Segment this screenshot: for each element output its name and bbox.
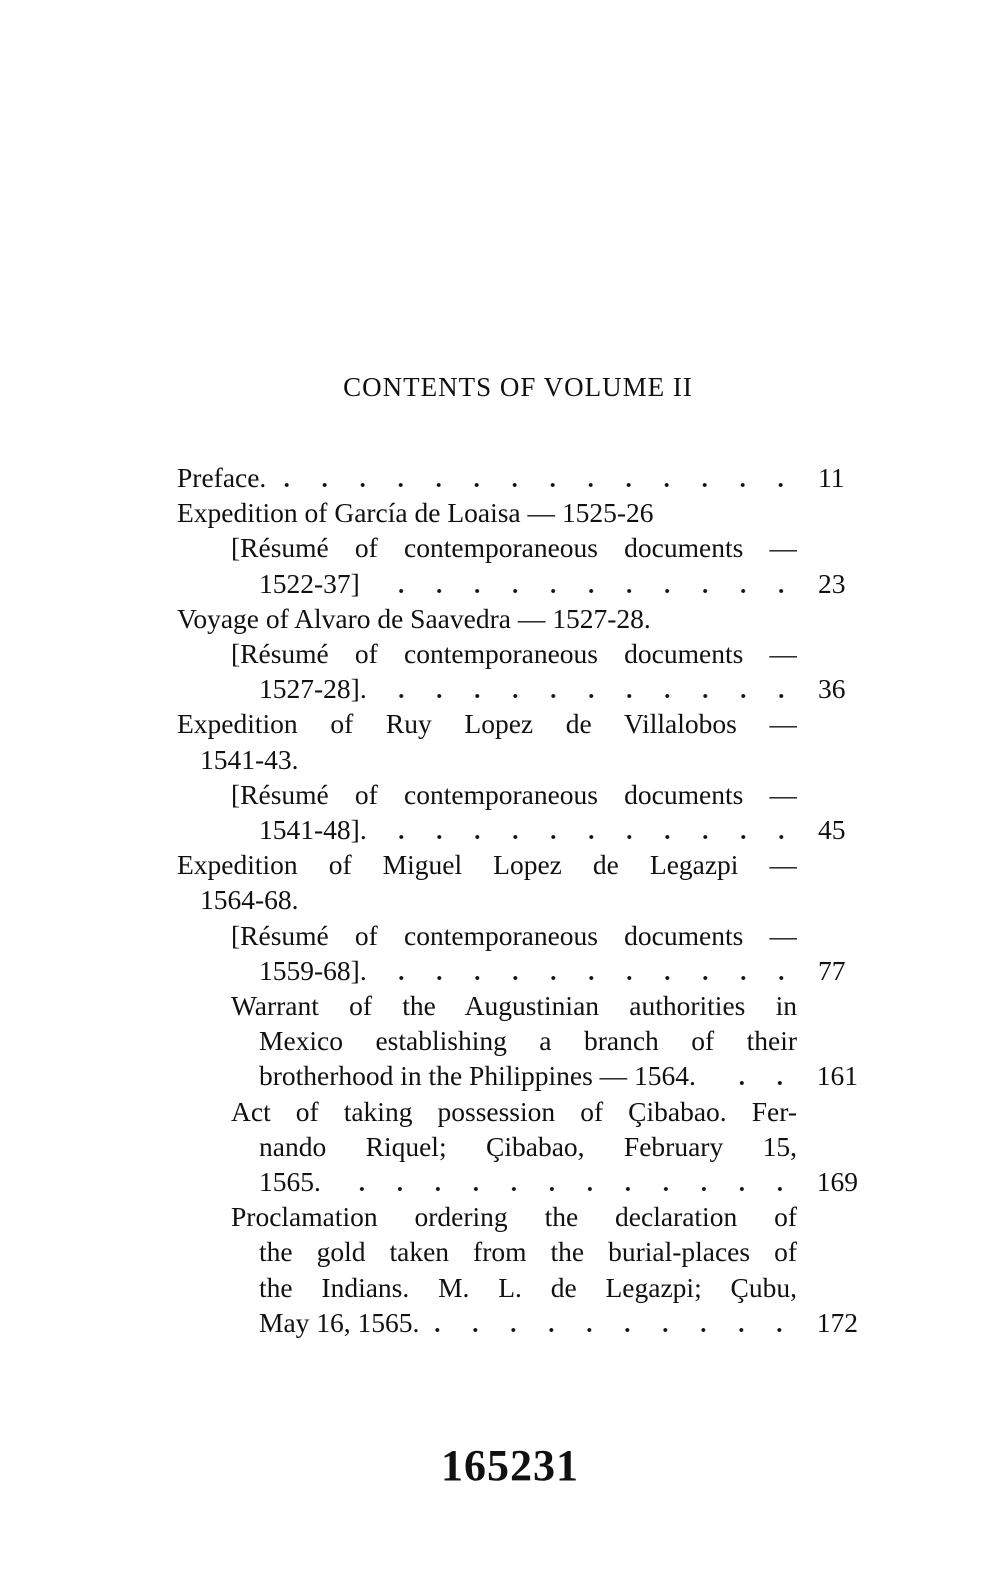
page-number: 36 bbox=[818, 673, 846, 705]
toc-line bbox=[259, 567, 858, 601]
dot-leader bbox=[431, 1326, 798, 1334]
dot-leader bbox=[379, 833, 800, 841]
toc-line: Expedition of García de Loaisa — 1525-26 bbox=[177, 497, 654, 529]
toc-line: the gold taken from the burial-places of bbox=[259, 1236, 797, 1268]
toc-entry-text: brotherhood in the Philippines — 1564. bbox=[259, 1060, 696, 1092]
toc-line: [Résumé of contemporaneous documents — bbox=[231, 638, 797, 669]
toc-line: 1564-68. bbox=[200, 884, 299, 916]
page-number: 77 bbox=[818, 954, 846, 986]
dot-leader bbox=[379, 974, 800, 982]
page-number: 161 bbox=[816, 1060, 858, 1092]
page-title: CONTENTS OF VOLUME II bbox=[343, 372, 693, 402]
toc-entry-text: May 16, 1565. bbox=[259, 1306, 420, 1338]
toc-line: nando Riquel; Çibabao, February 15, bbox=[259, 1130, 797, 1162]
toc-line bbox=[259, 1059, 858, 1093]
toc-entry-text: 1541-48]. bbox=[259, 814, 367, 845]
toc-entry-text: 1527-28]. bbox=[259, 673, 367, 705]
toc-line: Warrant of the Augustinian authorities in bbox=[231, 990, 797, 1021]
toc-line bbox=[259, 1165, 858, 1199]
dot-leader bbox=[708, 1079, 799, 1087]
toc-line bbox=[259, 672, 858, 706]
dot-leader bbox=[278, 481, 800, 489]
toc-line bbox=[259, 813, 858, 847]
toc-line: Expedition of Miguel Lopez de Legazpi — bbox=[177, 849, 797, 881]
page-number: 172 bbox=[816, 1306, 858, 1338]
toc-line: Act of taking possession of Çibabao. Fer- bbox=[231, 1095, 797, 1127]
page-number: 45 bbox=[818, 814, 846, 845]
dot-leader bbox=[333, 1185, 799, 1193]
dot-leader bbox=[372, 587, 800, 595]
toc-line: Expedition of Ruy Lopez de Villalobos — bbox=[177, 708, 797, 740]
page-number: 11 bbox=[818, 462, 845, 493]
toc-line: Proclamation ordering the declaration of bbox=[231, 1201, 797, 1233]
accession-number: 165231 bbox=[441, 1441, 579, 1490]
toc-line: Voyage of Alvaro de Saavedra — 1527-28. bbox=[177, 602, 651, 634]
toc-line: [Résumé of contemporaneous documents — bbox=[231, 778, 797, 810]
toc-line: the Indians. M. L. de Legazpi; Çubu, bbox=[259, 1271, 797, 1303]
page-number: 23 bbox=[818, 567, 846, 599]
toc-line bbox=[177, 461, 858, 495]
toc-line bbox=[259, 954, 858, 988]
toc-entry-text: 1522-37] bbox=[259, 567, 360, 599]
toc-line bbox=[259, 1306, 858, 1340]
page-number: 169 bbox=[816, 1166, 858, 1197]
toc-entry-text: 1559-68]. bbox=[259, 954, 367, 986]
toc-line: Mexico establishing a branch of their bbox=[259, 1025, 797, 1057]
toc-line: [Résumé of contemporaneous documents — bbox=[231, 919, 797, 951]
dot-leader bbox=[379, 692, 800, 700]
toc-entry-text: Preface. bbox=[177, 462, 267, 493]
toc-line: 1541-43. bbox=[200, 743, 299, 775]
toc-entry-text: 1565. bbox=[259, 1166, 321, 1197]
toc-line: [Résumé of contemporaneous documents — bbox=[231, 532, 797, 564]
